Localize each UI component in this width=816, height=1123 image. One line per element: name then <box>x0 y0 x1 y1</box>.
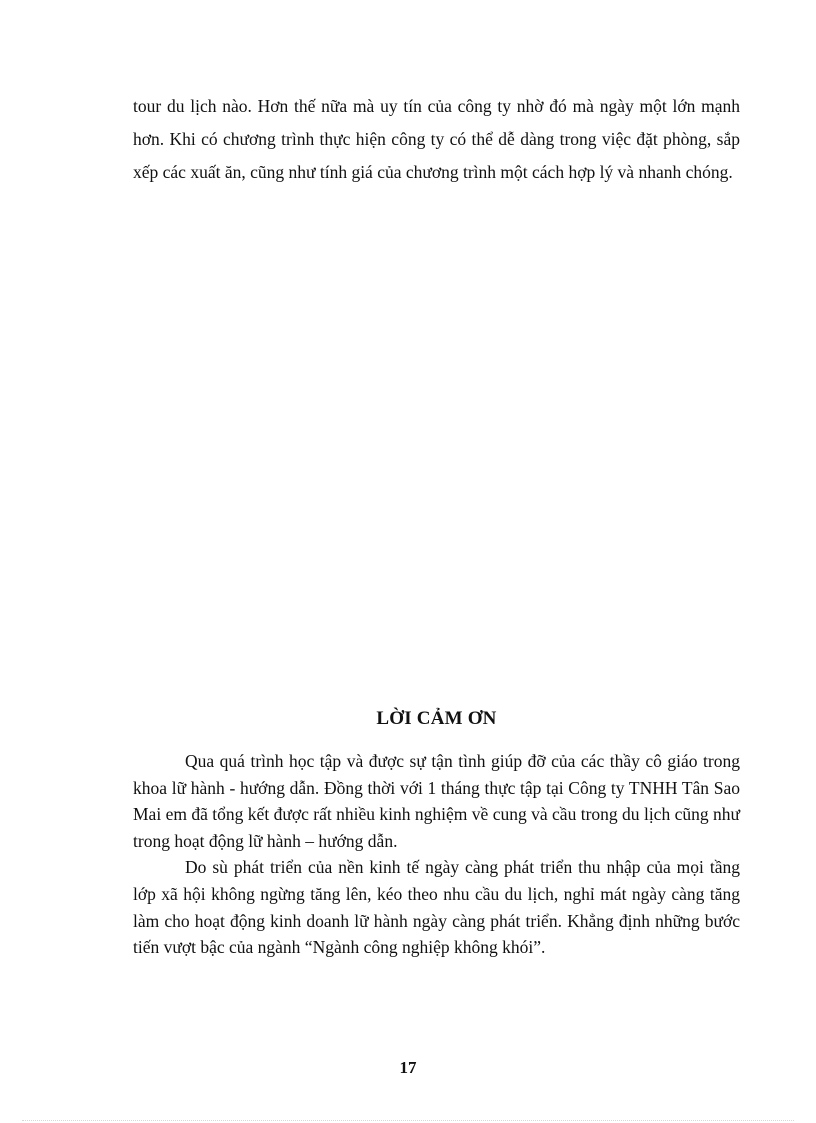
body-paragraph: Do sù phát triển của nền kinh tế ngày càng phát triển thu nhập của mọi tầng lớp xã hội không ngừng tăng lên, kéo theo nhu cầu du lịch, nghỉ mát ngày càng tăng làm cho hoạt động kinh doanh lữ hành ngày càng phát triển. Khẳng định những bước tiến vượt bậc của ngành “Ngành công nghiệp không khói”. <box>133 857 740 958</box>
page-number: 17 <box>399 1058 417 1077</box>
section-heading: LỜI CẢM ƠN <box>376 708 497 729</box>
body-paragraph: Qua quá trình học tập và được sự tận tình giúp đỡ của các thầy cô giáo trong khoa lữ hành - hướng dẫn. Đồng thời với 1 tháng thực tập tại Công ty TNHH Tân Sao Mai em đã tổng kết được rất nhiều kinh nghiệm về cung và cầu trong du lịch cũng như trong hoạt động lữ hành – hướng dẫn. <box>133 751 740 851</box>
continuation-paragraph: tour du lịch nào. Hơn thế nữa mà uy tín của công ty nhờ đó mà ngày một lớn mạnh hơn. Khi có chương trình thực hiện công ty có thể dễ dàng trong việc đặt phòng, sắp xếp các xuất ăn, cũng như tính giá của chương trình một cách hợp lý và nhanh chóng. <box>133 96 740 182</box>
section-body <box>133 748 740 961</box>
page-bottom-divider <box>22 1120 794 1121</box>
